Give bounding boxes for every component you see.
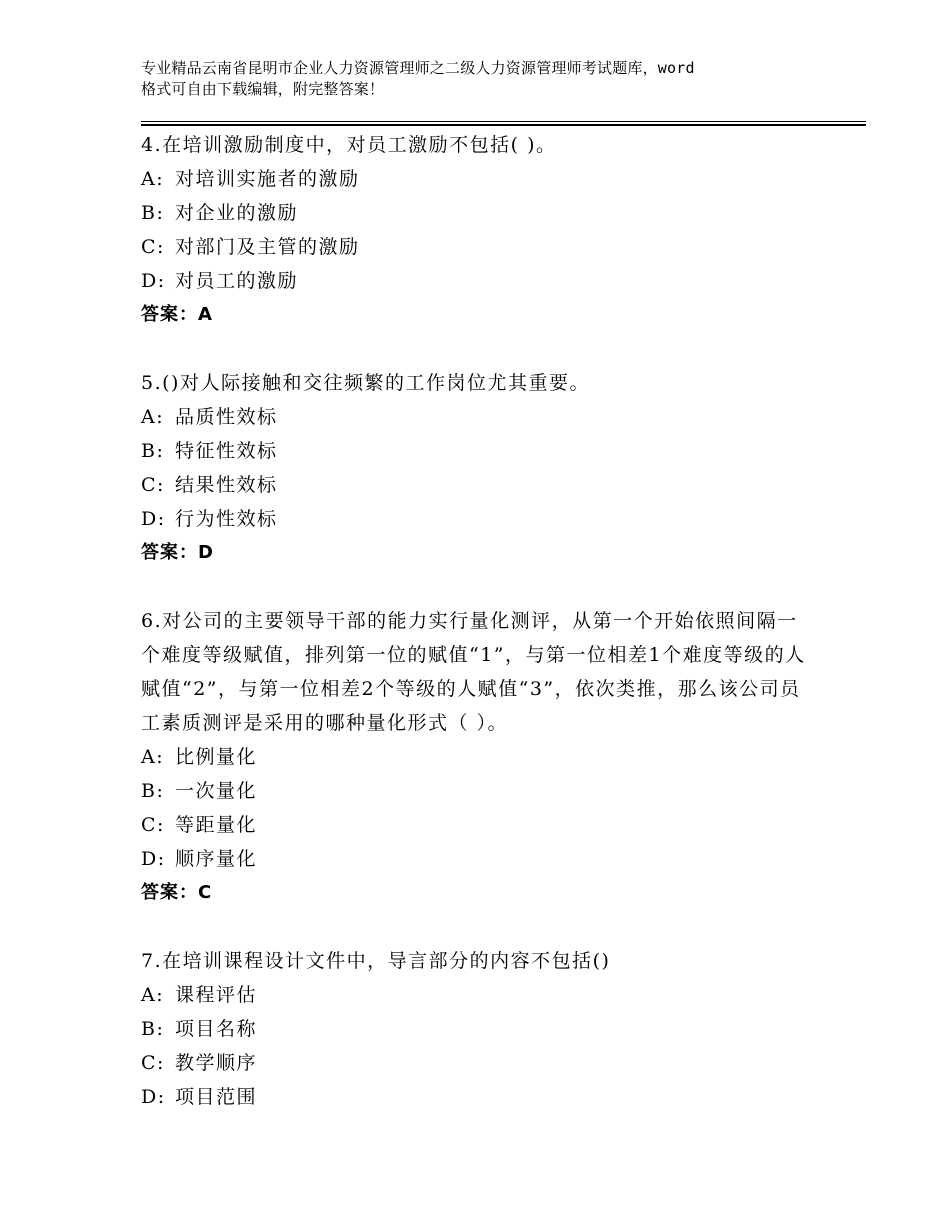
document-header (141, 58, 841, 100)
option-b (141, 1012, 811, 1046)
option-text: 顺序量化 (175, 848, 258, 870)
option-text: 项目范围 (175, 1086, 258, 1108)
option-b (141, 774, 811, 808)
option-text: 教学顺序 (175, 1052, 258, 1074)
option-text: 一次量化 (175, 780, 258, 802)
option-key: B: (141, 780, 165, 802)
option-key: B: (141, 202, 165, 224)
option-text: 品质性效标 (175, 406, 278, 428)
header-divider-thin (141, 121, 866, 122)
option-key: A: (141, 168, 165, 190)
option-text: 项目名称 (175, 1018, 258, 1040)
question-item (141, 944, 811, 1114)
header-title-line-2: 格式可自由下载编辑，附完整答案！ (141, 80, 385, 98)
option-text: 等距量化 (175, 814, 258, 836)
option-key: C: (141, 1052, 165, 1074)
question-text: 7.在培训课程设计文件中，导言部分的内容不包括() (141, 950, 611, 972)
question-text: 4.在培训激励制度中，对员工激励不包括( )。 (141, 134, 557, 156)
option-d (141, 264, 811, 298)
option-a (141, 740, 811, 774)
option-key: B: (141, 1018, 165, 1040)
option-text: 结果性效标 (175, 474, 278, 496)
option-text: 对企业的激励 (175, 202, 299, 224)
header-title-line-1: 专业精品云南省昆明市企业人力资源管理师之二级人力资源管理师考试题库，word (141, 59, 695, 77)
option-a (141, 978, 811, 1012)
question-item (141, 366, 811, 570)
answer-label: 答案：D (141, 542, 214, 563)
option-key: D: (141, 508, 166, 530)
option-key: D: (141, 1086, 166, 1108)
option-key: D: (141, 270, 166, 292)
option-key: A: (141, 746, 165, 768)
option-text: 特征性效标 (175, 440, 278, 462)
question-item (141, 128, 811, 332)
option-text: 对培训实施者的激励 (175, 168, 360, 190)
answer-label: 答案：A (141, 304, 213, 325)
option-text: 课程评估 (175, 984, 258, 1006)
header-divider-thick (141, 124, 866, 126)
question-item (141, 604, 811, 910)
option-key: B: (141, 440, 165, 462)
answer-label: 答案：C (141, 882, 213, 903)
option-text: 比例量化 (175, 746, 258, 768)
option-text: 对部门及主管的激励 (175, 236, 360, 258)
question-text: 5.()对人际接触和交往频繁的工作岗位尤其重要。 (141, 372, 590, 394)
option-key: C: (141, 236, 165, 258)
option-text: 对员工的激励 (175, 270, 299, 292)
option-key: A: (141, 984, 165, 1006)
option-a (141, 162, 811, 196)
option-b (141, 196, 811, 230)
option-text: 行为性效标 (175, 508, 278, 530)
option-d (141, 1080, 811, 1114)
option-key: C: (141, 814, 165, 836)
option-key: A: (141, 406, 165, 428)
option-key: C: (141, 474, 165, 496)
option-d (141, 502, 811, 536)
question-text: 6.对公司的主要领导干部的能力实行量化测评，从第一个开始依照间隔一个难度等级赋值，排列第一位的赋值“1”，与第一位相差1个难度等级的人赋值“2”，与第一位相差2个等级的人赋值“3”，依次类推，那么该公司员工素质测评是采用的哪种量化形式（ ）。 (141, 610, 806, 734)
option-a (141, 400, 811, 434)
option-c (141, 230, 811, 264)
option-c (141, 468, 811, 502)
option-c (141, 808, 811, 842)
option-d (141, 842, 811, 876)
question-list (141, 128, 811, 1148)
option-b (141, 434, 811, 468)
option-c (141, 1046, 811, 1080)
option-key: D: (141, 848, 166, 870)
